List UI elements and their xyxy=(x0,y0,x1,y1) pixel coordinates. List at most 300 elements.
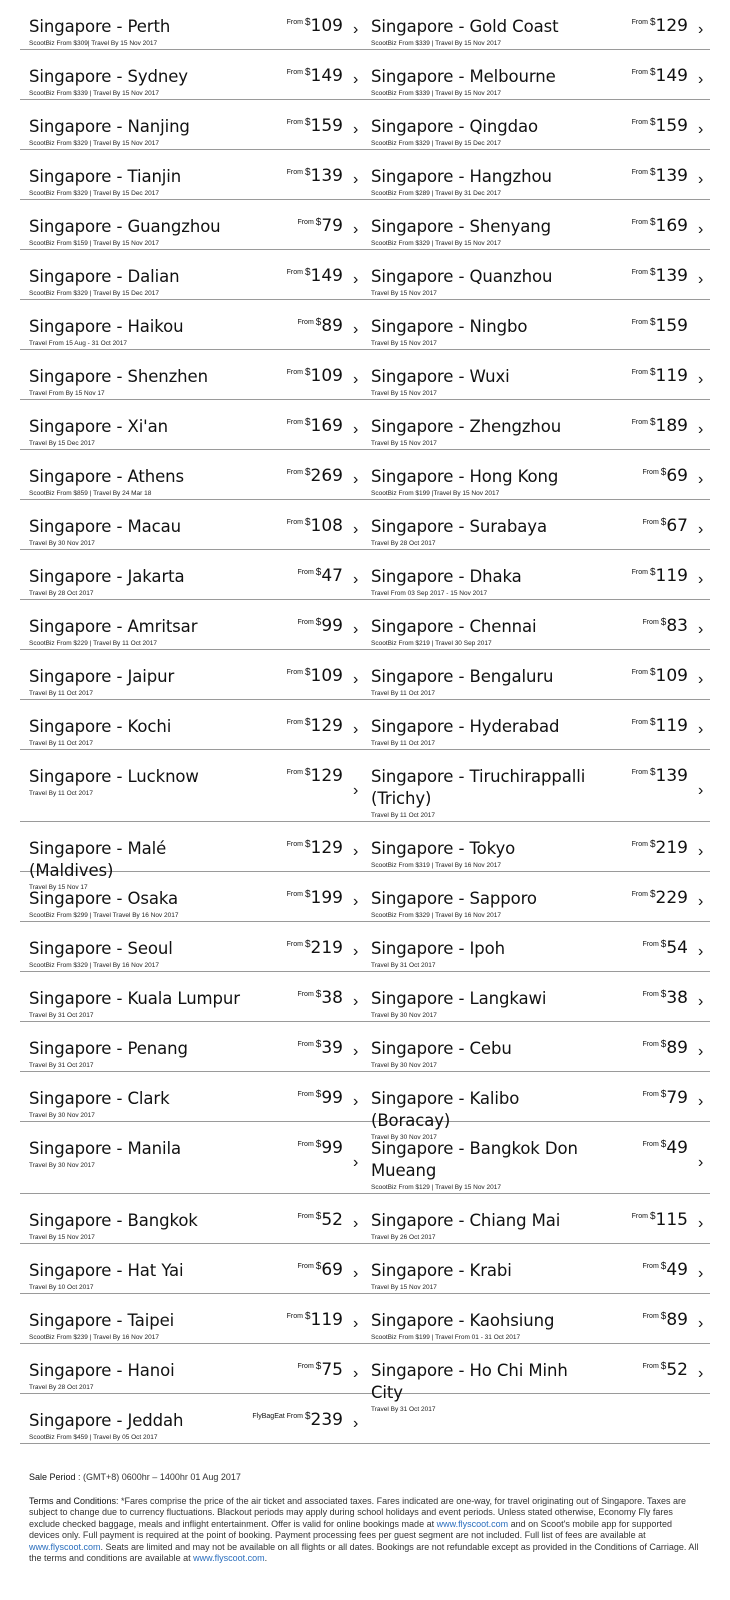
fare-card[interactable] xyxy=(365,600,710,649)
fare-row xyxy=(20,1122,710,1194)
fare-price xyxy=(632,266,688,286)
fare-note: Travel By 11 Oct 2017 xyxy=(29,690,93,697)
route-name: Singapore - Chiang Mai xyxy=(371,1211,561,1230)
fare-note: Travel By 31 Oct 2017 xyxy=(29,1012,94,1019)
price-currency: $ xyxy=(315,1211,322,1222)
price-from-label: From xyxy=(631,169,648,176)
price-from-label: From xyxy=(642,519,659,526)
fare-row xyxy=(20,50,710,100)
fare-card[interactable] xyxy=(20,750,365,821)
price-from-label: From xyxy=(286,269,303,276)
price-amount: 129 xyxy=(310,766,343,786)
fare-card[interactable] xyxy=(20,550,365,599)
route-name: Singapore - Melbourne xyxy=(371,67,556,86)
route-name: Singapore - Sydney xyxy=(29,67,188,86)
price-amount: 52 xyxy=(321,1210,343,1230)
fare-card[interactable] xyxy=(20,700,365,749)
route-name: Singapore - Dalian xyxy=(29,267,180,286)
chevron-right-icon[interactable]: › xyxy=(353,20,359,38)
price-currency: $ xyxy=(304,839,311,850)
chevron-right-icon[interactable]: › xyxy=(353,620,359,638)
price-amount: 109 xyxy=(310,16,343,36)
price-currency: $ xyxy=(660,1039,667,1050)
route-name: Singapore - Ho Chi Minh City xyxy=(371,1361,568,1402)
chevron-right-icon[interactable]: › xyxy=(698,1092,704,1110)
fare-card[interactable] xyxy=(365,822,710,871)
price-currency: $ xyxy=(660,517,667,528)
fare-note: Travel By 30 Nov 2017 xyxy=(371,1062,437,1069)
chevron-right-icon[interactable]: › xyxy=(353,1153,359,1171)
fare-card[interactable] xyxy=(20,1022,365,1071)
price-amount: 47 xyxy=(321,566,343,586)
price-from-label: From xyxy=(286,169,303,176)
fare-price xyxy=(287,66,343,86)
price-currency: $ xyxy=(315,617,322,628)
fare-card[interactable] xyxy=(365,200,710,249)
route-name: Singapore - Hong Kong xyxy=(371,467,559,486)
price-amount: 79 xyxy=(321,216,343,236)
fare-note: Travel By 15 Nov 2017 xyxy=(371,290,437,297)
fare-note: Travel By 15 Nov 2017 xyxy=(29,1234,95,1241)
chevron-right-icon[interactable]: › xyxy=(698,20,704,38)
fare-price xyxy=(632,838,688,858)
chevron-right-icon[interactable]: › xyxy=(353,992,359,1010)
fare-card[interactable] xyxy=(365,922,710,971)
chevron-right-icon[interactable]: › xyxy=(698,620,704,638)
price-amount: 159 xyxy=(655,316,688,336)
chevron-right-icon[interactable]: › xyxy=(353,1414,359,1432)
price-from-label: From xyxy=(631,841,648,848)
fare-card[interactable] xyxy=(20,0,365,49)
fare-price xyxy=(632,416,688,436)
route-name: Singapore - Osaka xyxy=(29,889,179,908)
route-name: Singapore - Surabaya xyxy=(371,517,547,536)
price-currency: $ xyxy=(315,1361,322,1372)
fare-price xyxy=(642,1360,688,1380)
price-amount: 269 xyxy=(310,466,343,486)
fare-card[interactable] xyxy=(365,1194,710,1243)
price-amount: 99 xyxy=(321,1138,343,1158)
sale-period xyxy=(29,1472,704,1484)
chevron-right-icon[interactable]: › xyxy=(698,270,704,288)
fare-note: ScootBiz From $299 | Travel Travel By 16 Nov 2017 xyxy=(29,912,179,919)
fare-card[interactable] xyxy=(20,1244,365,1293)
fare-card[interactable] xyxy=(365,400,710,449)
route-name: Singapore - Perth xyxy=(29,17,171,36)
fare-card[interactable] xyxy=(20,1194,365,1243)
chevron-right-icon[interactable]: › xyxy=(353,470,359,488)
chevron-right-icon[interactable]: › xyxy=(353,370,359,388)
chevron-right-icon[interactable]: › xyxy=(698,942,704,960)
fare-card[interactable] xyxy=(20,1122,365,1193)
fare-note: ScootBiz From $219 | Travel 30 Sep 2017 xyxy=(371,640,492,647)
fare-note: ScootBiz From $459 | Travel By 05 Oct 2017 xyxy=(29,1434,158,1441)
chevron-right-icon[interactable]: › xyxy=(698,892,704,910)
price-amount: 159 xyxy=(655,116,688,136)
chevron-right-icon[interactable]: › xyxy=(353,1042,359,1060)
fare-card[interactable] xyxy=(365,50,710,99)
route-name: Singapore - Bangkok Don Mueang xyxy=(371,1139,578,1180)
chevron-right-icon[interactable]: › xyxy=(698,170,704,188)
price-currency: $ xyxy=(315,1139,322,1150)
price-currency: $ xyxy=(649,67,656,78)
chevron-right-icon[interactable]: › xyxy=(698,470,704,488)
fare-row xyxy=(20,100,710,150)
price-amount: 119 xyxy=(655,366,688,386)
fare-note: Travel By 31 Oct 2017 xyxy=(371,1406,436,1413)
route-name: Singapore - Hyderabad xyxy=(371,717,560,736)
fare-card[interactable] xyxy=(365,1022,710,1071)
chevron-right-icon[interactable]: › xyxy=(353,1264,359,1282)
fare-card[interactable] xyxy=(365,1244,710,1293)
chevron-right-icon[interactable]: › xyxy=(698,1364,704,1382)
fare-card[interactable] xyxy=(20,1072,365,1121)
chevron-right-icon[interactable]: › xyxy=(698,370,704,388)
fare-price xyxy=(297,1038,343,1058)
fare-note: ScootBiz From $289 | Travel By 31 Dec 2017 xyxy=(371,190,501,197)
price-amount: 54 xyxy=(666,938,688,958)
fare-card[interactable] xyxy=(365,872,710,921)
route-name: Singapore - Jeddah xyxy=(29,1411,184,1430)
fare-card[interactable] xyxy=(365,1122,710,1193)
price-from-label: From xyxy=(631,19,648,26)
price-from-label: From xyxy=(286,119,303,126)
fare-note: ScootBiz From $339 | Travel By 15 Nov 2017 xyxy=(371,90,501,97)
chevron-right-icon[interactable]: › xyxy=(698,1264,704,1282)
fare-note: Travel By 30 Nov 2017 xyxy=(371,1134,437,1141)
price-from-label: From xyxy=(631,669,648,676)
fare-price xyxy=(297,1138,343,1158)
fare-row xyxy=(20,1344,710,1413)
fare-row xyxy=(20,700,710,750)
price-amount: 115 xyxy=(655,1210,688,1230)
price-amount: 69 xyxy=(321,1260,343,1280)
fare-card[interactable] xyxy=(365,1344,710,1413)
price-currency: $ xyxy=(315,1089,322,1100)
route-name: Singapore - Hanoi xyxy=(29,1361,175,1380)
price-from-label: From xyxy=(642,1263,659,1270)
fare-card[interactable] xyxy=(365,500,710,549)
fare-card[interactable] xyxy=(20,50,365,99)
fare-note: ScootBiz From $329 | Travel By 15 Dec 2017 xyxy=(29,290,159,297)
price-amount: 139 xyxy=(655,166,688,186)
fare-card[interactable] xyxy=(365,650,710,699)
price-amount: 69 xyxy=(666,466,688,486)
fare-price xyxy=(297,988,343,1008)
chevron-right-icon[interactable]: › xyxy=(353,842,359,860)
fare-note: ScootBiz From $339 | Travel By 15 Nov 2017 xyxy=(371,40,501,47)
fare-price xyxy=(297,1210,343,1230)
fare-row xyxy=(20,350,710,400)
fare-list xyxy=(20,0,710,1444)
chevron-right-icon[interactable]: › xyxy=(353,670,359,688)
price-currency: $ xyxy=(660,1139,667,1150)
chevron-right-icon[interactable]: › xyxy=(353,270,359,288)
fare-card[interactable] xyxy=(20,922,365,971)
price-from-label: From xyxy=(631,891,648,898)
chevron-right-icon[interactable]: › xyxy=(353,781,359,799)
route-name: Singapore - Sapporo xyxy=(371,889,537,908)
price-from-label: From xyxy=(631,569,648,576)
price-from-label: From xyxy=(631,69,648,76)
route-name: Singapore - Cebu xyxy=(371,1039,512,1058)
price-amount: 129 xyxy=(655,16,688,36)
chevron-right-icon[interactable]: › xyxy=(353,570,359,588)
price-from-label: From xyxy=(642,991,659,998)
chevron-right-icon[interactable]: › xyxy=(353,892,359,910)
price-amount: 109 xyxy=(310,666,343,686)
price-currency: $ xyxy=(304,939,311,950)
fare-price xyxy=(642,516,688,536)
price-from-label: FlyBagEat From xyxy=(252,1413,303,1420)
fare-card[interactable] xyxy=(20,1294,365,1343)
chevron-right-icon[interactable]: › xyxy=(353,1092,359,1110)
price-from-label: From xyxy=(642,619,659,626)
fare-price xyxy=(287,716,343,736)
price-from-label: From xyxy=(642,941,659,948)
fare-card[interactable] xyxy=(20,400,365,449)
fare-card[interactable] xyxy=(365,1294,710,1343)
fare-card[interactable] xyxy=(20,650,365,699)
fare-card[interactable] xyxy=(20,600,365,649)
chevron-right-icon[interactable]: › xyxy=(353,1364,359,1382)
price-from-label: From xyxy=(642,1091,659,1098)
route-name: Singapore - Chennai xyxy=(371,617,537,636)
price-from-label: From xyxy=(642,1141,659,1148)
chevron-right-icon[interactable]: › xyxy=(698,420,704,438)
fare-row xyxy=(20,200,710,250)
route-name: Singapore - Haikou xyxy=(29,317,184,336)
fare-card[interactable] xyxy=(20,1344,365,1393)
fare-card[interactable] xyxy=(365,750,710,821)
chevron-right-icon[interactable]: › xyxy=(698,1314,704,1332)
fare-card[interactable] xyxy=(20,200,365,249)
price-currency: $ xyxy=(649,567,656,578)
price-amount: 129 xyxy=(310,716,343,736)
fare-row xyxy=(20,872,710,922)
price-currency: $ xyxy=(304,367,311,378)
fare-note: Travel By 15 Nov 2017 xyxy=(371,390,437,397)
fare-row xyxy=(20,972,710,1022)
fare-price xyxy=(287,166,343,186)
route-name: Singapore - Shenzhen xyxy=(29,367,208,386)
fare-note: ScootBiz From $329 | Travel By 16 Nov 2017 xyxy=(371,912,501,919)
fare-card[interactable] xyxy=(20,500,365,549)
price-from-label: From xyxy=(631,119,648,126)
fare-price xyxy=(632,888,688,908)
price-currency: $ xyxy=(304,1411,311,1422)
fare-price xyxy=(297,1088,343,1108)
price-from-label: From xyxy=(297,1263,314,1270)
chevron-right-icon[interactable]: › xyxy=(353,120,359,138)
price-currency: $ xyxy=(660,1361,667,1372)
fare-note: ScootBiz From $329 | Travel By 16 Nov 2017 xyxy=(29,962,159,969)
fare-note: Travel By 11 Oct 2017 xyxy=(371,812,435,819)
chevron-right-icon[interactable]: › xyxy=(698,1042,704,1060)
chevron-right-icon[interactable]: › xyxy=(353,720,359,738)
fare-card[interactable] xyxy=(365,972,710,1021)
price-currency: $ xyxy=(660,1261,667,1272)
price-currency: $ xyxy=(660,617,667,628)
route-name: Singapore - Penang xyxy=(29,1039,188,1058)
fare-note: ScootBiz From $859 | Travel By 24 Mar 18 xyxy=(29,490,152,497)
chevron-right-icon[interactable]: › xyxy=(353,420,359,438)
route-name: Singapore - Clark xyxy=(29,1089,170,1108)
price-from-label: From xyxy=(286,841,303,848)
chevron-right-icon[interactable]: › xyxy=(353,520,359,538)
fare-card[interactable] xyxy=(365,0,710,49)
chevron-right-icon[interactable]: › xyxy=(698,220,704,238)
price-amount: 38 xyxy=(666,988,688,1008)
fare-card[interactable] xyxy=(20,150,365,199)
fare-price xyxy=(632,366,688,386)
price-from-label: From xyxy=(631,269,648,276)
route-name: Singapore - Zhengzhou xyxy=(371,417,562,436)
fare-note: Travel By 30 Nov 2017 xyxy=(29,1112,95,1119)
route-name: Singapore - Taipei xyxy=(29,1311,175,1330)
price-amount: 83 xyxy=(666,616,688,636)
fare-card[interactable] xyxy=(20,300,365,349)
fare-card[interactable] xyxy=(20,350,365,399)
route-name: Singapore - Lucknow xyxy=(29,767,199,786)
price-from-label: From xyxy=(631,769,648,776)
price-amount: 89 xyxy=(666,1038,688,1058)
price-from-label: From xyxy=(286,669,303,676)
price-from-label: From xyxy=(631,719,648,726)
fare-price xyxy=(287,16,343,36)
fare-card[interactable] xyxy=(365,700,710,749)
price-currency: $ xyxy=(304,467,311,478)
fare-card[interactable] xyxy=(365,100,710,149)
route-name: Singapore - Tiruchirappalli (Trichy) xyxy=(371,767,586,808)
fare-price xyxy=(632,166,688,186)
fare-row xyxy=(20,1294,710,1344)
fare-note: Travel By 15 Nov 2017 xyxy=(371,340,437,347)
fare-price xyxy=(297,566,343,586)
fare-note: ScootBiz From $199 | Travel From 01 - 31 Oct 2017 xyxy=(371,1334,521,1341)
fare-note: Travel From By 15 Nov 17 xyxy=(29,390,105,397)
fare-price xyxy=(287,416,343,436)
price-currency: $ xyxy=(304,717,311,728)
price-amount: 39 xyxy=(321,1038,343,1058)
chevron-right-icon[interactable]: › xyxy=(353,942,359,960)
chevron-right-icon[interactable]: › xyxy=(698,1214,704,1232)
fare-price xyxy=(642,1260,688,1280)
chevron-right-icon[interactable]: › xyxy=(698,570,704,588)
price-amount: 52 xyxy=(666,1360,688,1380)
fare-note: Travel By 30 Nov 2017 xyxy=(29,1162,95,1169)
fare-card[interactable] xyxy=(365,250,710,299)
chevron-right-icon[interactable]: › xyxy=(698,670,704,688)
fare-card[interactable] xyxy=(365,150,710,199)
flyscoot-link-1[interactable]: www.flyscoot.com xyxy=(436,1518,509,1529)
price-currency: $ xyxy=(660,939,667,950)
price-currency: $ xyxy=(649,1211,656,1222)
price-currency: $ xyxy=(315,1039,322,1050)
price-from-label: From xyxy=(297,319,314,326)
chevron-right-icon[interactable]: › xyxy=(698,781,704,799)
fare-price xyxy=(297,216,343,236)
price-currency: $ xyxy=(315,317,322,328)
fare-card[interactable] xyxy=(365,300,710,349)
fare-row xyxy=(20,822,710,891)
price-from-label: From xyxy=(642,469,659,476)
chevron-right-icon[interactable]: › xyxy=(698,842,704,860)
fare-row xyxy=(20,150,710,200)
fare-note: Travel By 26 Oct 2017 xyxy=(371,1234,436,1241)
price-from-label: From xyxy=(297,1141,314,1148)
route-name: Singapore - Jakarta xyxy=(29,567,185,586)
fare-price xyxy=(297,1260,343,1280)
terms-label: Terms and Conditions xyxy=(29,1495,117,1506)
price-currency: $ xyxy=(649,717,656,728)
route-name: Singapore - Ipoh xyxy=(371,939,505,958)
price-currency: $ xyxy=(660,1311,667,1322)
price-currency: $ xyxy=(649,417,656,428)
price-amount: 219 xyxy=(655,838,688,858)
chevron-right-icon[interactable]: › xyxy=(353,220,359,238)
fare-card[interactable] xyxy=(20,1394,365,1443)
chevron-right-icon[interactable]: › xyxy=(353,70,359,88)
price-currency: $ xyxy=(649,17,656,28)
terms-text-3: . Seats are limited and may not be available on all flights or all dates. Bookings are not refundable except as provided in the Conditions of Carriage. All the terms and conditions are available at xyxy=(29,1541,699,1563)
route-name: Singapore - Dhaka xyxy=(371,567,522,586)
fare-card[interactable] xyxy=(365,350,710,399)
chevron-right-icon[interactable]: › xyxy=(698,120,704,138)
price-amount: 199 xyxy=(310,888,343,908)
chevron-right-icon[interactable]: › xyxy=(698,70,704,88)
fare-price xyxy=(287,366,343,386)
fare-card[interactable] xyxy=(20,972,365,1021)
chevron-right-icon[interactable]: › xyxy=(353,1214,359,1232)
route-name: Singapore - Tokyo xyxy=(371,839,516,858)
fare-card[interactable] xyxy=(365,1072,710,1141)
fare-note: Travel By 28 Oct 2017 xyxy=(29,1384,94,1391)
flyscoot-link-2[interactable]: www.flyscoot.com xyxy=(29,1541,101,1552)
price-amount: 229 xyxy=(655,888,688,908)
route-name: Singapore - Wuxi xyxy=(371,367,510,386)
chevron-right-icon[interactable]: › xyxy=(353,1314,359,1332)
fare-card[interactable] xyxy=(20,822,365,891)
chevron-right-icon[interactable]: › xyxy=(353,320,359,338)
fare-price xyxy=(632,766,688,786)
fare-price xyxy=(297,616,343,636)
fare-note: Travel By 31 Oct 2017 xyxy=(371,962,436,969)
fare-price xyxy=(287,838,343,858)
price-currency: $ xyxy=(649,167,656,178)
chevron-right-icon[interactable]: › xyxy=(698,520,704,538)
flyscoot-link-3[interactable]: www.flyscoot.com xyxy=(193,1553,265,1563)
chevron-right-icon[interactable]: › xyxy=(353,170,359,188)
fare-card[interactable] xyxy=(20,250,365,299)
fare-price xyxy=(287,766,343,786)
chevron-right-icon[interactable]: › xyxy=(698,992,704,1010)
fare-card[interactable] xyxy=(20,100,365,149)
fare-card[interactable] xyxy=(20,872,365,921)
fare-card[interactable] xyxy=(365,450,710,499)
fare-price xyxy=(632,666,688,686)
chevron-right-icon[interactable]: › xyxy=(698,720,704,738)
price-amount: 139 xyxy=(310,166,343,186)
price-currency: $ xyxy=(649,267,656,278)
fare-card[interactable] xyxy=(365,550,710,599)
route-name: Singapore - Malé (Maldives) xyxy=(29,839,167,880)
price-amount: 169 xyxy=(655,216,688,236)
chevron-right-icon[interactable]: › xyxy=(698,1153,704,1171)
price-currency: $ xyxy=(304,167,311,178)
fare-note: Travel By 11 Oct 2017 xyxy=(371,740,435,747)
fare-card[interactable] xyxy=(20,450,365,499)
